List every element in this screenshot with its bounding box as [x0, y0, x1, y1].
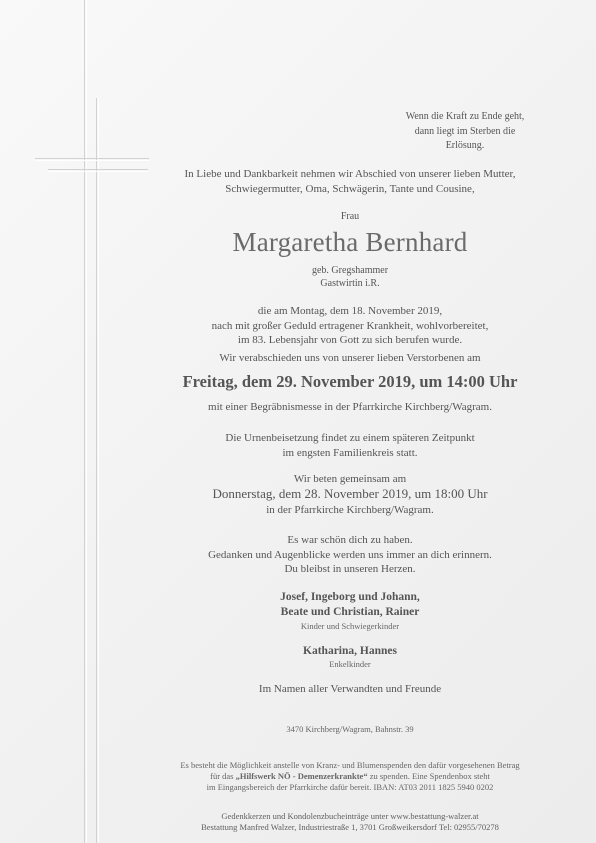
- family-grandchildren: Katharina, Hannes: [303, 645, 397, 657]
- footer: Gedenkkerzen und Kondolenzbucheinträge unter www.bestattung-walzer.at Bestattung Manfred Walzer, Industriestraße 1, 3701 Großweikersdorf Tel: 02955/70278: [201, 811, 499, 832]
- funeral-date: Freitag, dem 29. November 2019, um 14:00 Uhr: [182, 372, 518, 391]
- prayer-place: in der Pfarrkirche Kirchberg/Wagram.: [266, 504, 434, 516]
- death-text: die am Montag, dem 18. November 2019, nach mit großer Geduld ertragener Krankheit, wohlvorbereitet, im 83. Lebensjahr von Gott zu sich berufen wurde.: [211, 305, 489, 346]
- family-children-role: Kinder und Schwiegerkinder: [300, 621, 400, 631]
- intro-text: In Liebe und Dankbarkeit nehmen wir Abschied von unserer lieben Mutter, Schwiegermutter, Oma, Schwägerin, Tante und Cousine,: [184, 168, 516, 195]
- prayer-intro: Wir beten gemeinsam am: [293, 473, 407, 485]
- poem: Es war schön dich zu haben. Gedanken und Augenblicke werden uns immer an dich erinnern. Du bleibst in unseren Herzen.: [208, 534, 492, 575]
- deceased-name: Margaretha Bernhard: [232, 227, 468, 257]
- title-prefix: Frau: [340, 211, 360, 222]
- funeral-mass: mit einer Begräbnismesse in der Pfarrkirche Kirchberg/Wagram.: [208, 401, 492, 413]
- name-details: geb. Gregshammer Gastwirtin i.R.: [311, 265, 389, 289]
- donation-organization: „Hilfswerk NÖ - Demenzerkrankte“: [235, 771, 368, 781]
- farewell-intro: Wir verabschieden uns von unserer lieben Verstorbenen am: [219, 352, 481, 364]
- relatives-text: Im Namen aller Verwandten und Freunde: [258, 683, 442, 695]
- family-children: Josef, Ingeborg und Johann, Beate und Christian, Rainer: [280, 591, 420, 618]
- donation-text: Es besteht die Möglichkeit anstelle von Kranz- und Blumenspenden den dafür vorgesehenen Betrag für das „Hilfswerk NÖ - Demenzerkrankte“ zu spenden. Eine Spendenbox steht im Eingangsbereich der Pfarrkirche dafür bereit. IBAN: AT03 2011 1825 5940 0202: [180, 760, 520, 792]
- family-grandchildren-role: Enkelkinder: [329, 659, 371, 669]
- address: 3470 Kirchberg/Wagram, Bahnstr. 39: [286, 724, 414, 734]
- quote: Wenn die Kraft zu Ende geht, dann liegt im Sterben die Erlösung.: [405, 111, 525, 151]
- urn-text: Die Urnenbeisetzung findet zu einem späteren Zeitpunkt im engsten Familienkreis statt.: [225, 432, 475, 459]
- prayer-date: Donnerstag, dem 28. November 2019, um 18:00 Uhr: [212, 486, 488, 501]
